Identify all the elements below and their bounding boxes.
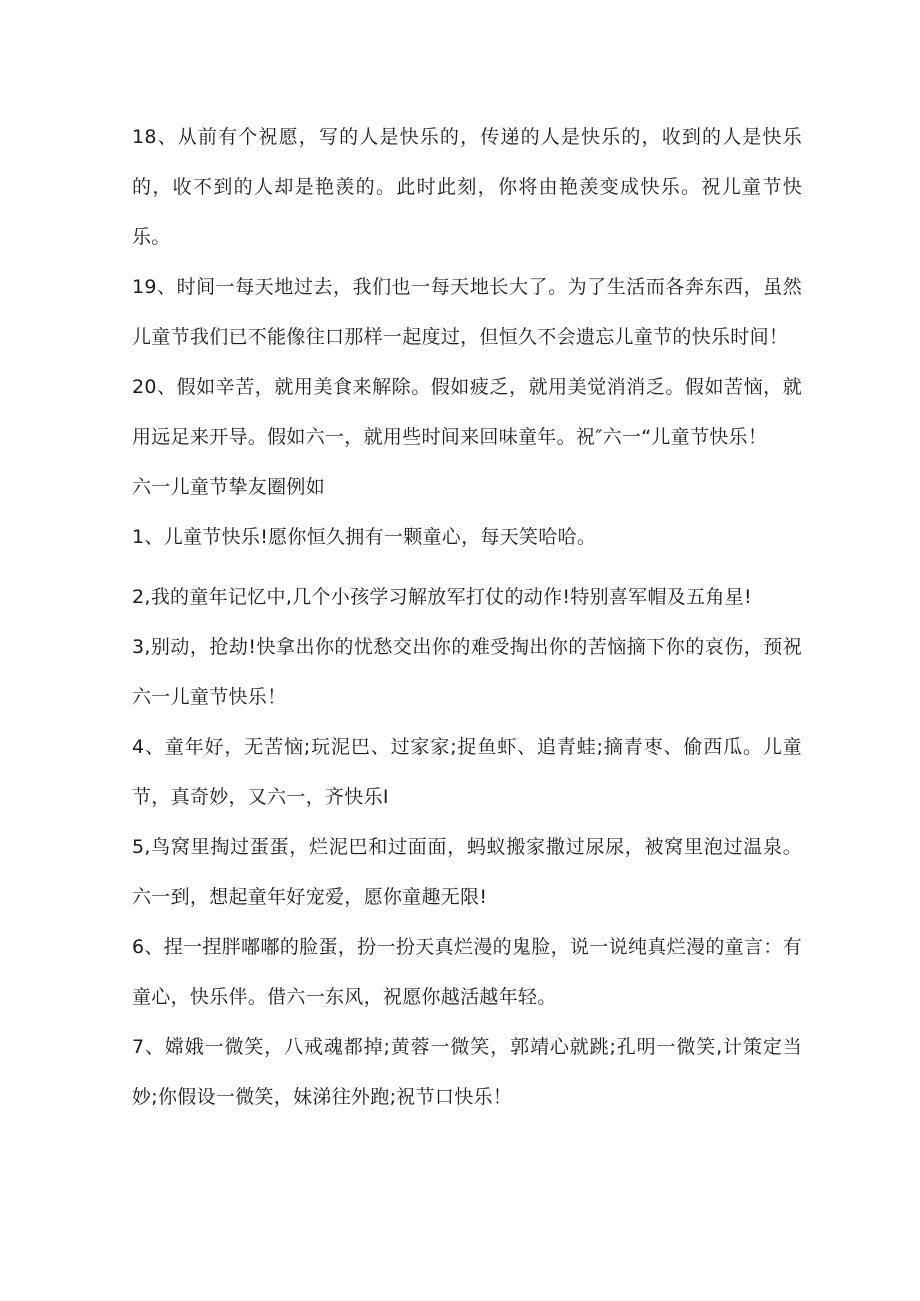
paragraph-20: 20、假如辛苦，就用美食来解除。假如疲乏，就用美觉消消乏。假如苦恼，就用远足来开导。假如六一，就用些时间来回味童年。祝″六一“儿童节快乐！ [132,376,802,448]
paragraph-19: 19、时间一每天地过去，我们也一每天地长大了。为了生活而各奔东西，虽然儿童节我们已不能像往口那样一起度过，但恒久不会遗忘儿童节的快乐时间！ [132,276,802,348]
list-item-4: 4、童年好，无苦恼;玩泥巴、过家家;捉鱼虾、追青蛙;摘青枣、偷西瓜。儿童节，真奇妙，又六一，齐快乐I [132,736,802,808]
list-item-1: 1、儿童节快乐!愿你恒久拥有一颗童心，每天笑哈哈。 [132,526,597,548]
section-heading: 六一儿童节挚友圈例如 [132,476,326,498]
list-item-7: 7、嫦娥一微笑，八戒魂都掉;黄蓉一微笑，郭靖心就跳;孔明一微笑,计策定当妙;你假设一微笑，妹涕往外跑;祝节口快乐！ [132,1036,802,1108]
list-item-2: 2,我的童年记忆中,几个小孩学习解放军打仗的动作!特别喜军帽及五角星! [132,586,752,608]
paragraph-18: 18、从前有个祝愿，写的人是快乐的，传递的人是快乐的，收到的人是快乐的，收不到的人却是艳羡的。此时此刻，你将由艳羡变成快乐。祝儿童节快乐。 [132,126,802,248]
list-item-6: 6、捏一捏胖嘟嘟的脸蛋，扮一扮天真烂漫的鬼脸，说一说纯真烂漫的童言：有童心，快乐伴。借六一东风，祝愿你越活越年轻。 [132,936,802,1008]
list-item-5: 5,鸟窝里掏过蛋蛋，烂泥巴和过面面，蚂蚁搬家撒过尿尿，被窝里泡过温泉。六一到，想起童年好宠爱，愿你童趣无限! [132,836,802,908]
document-body [132,112,802,1122]
list-item-3: 3,别动，抢劫!快拿出你的忧愁交出你的难受掏出你的苦恼摘下你的哀伤，预祝六一儿童节快乐！ [132,636,802,708]
